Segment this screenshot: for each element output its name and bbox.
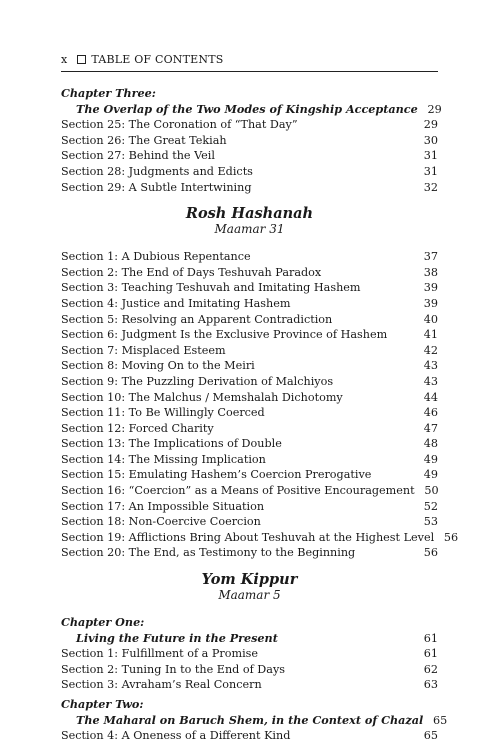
toc-entry[interactable] <box>61 390 438 406</box>
page-ref: 39 <box>423 296 438 310</box>
entry-label: Section 11: To Be Willingly Coerced <box>61 406 265 420</box>
toc-entry[interactable] <box>61 514 438 530</box>
toc-entry[interactable] <box>61 280 438 296</box>
page-ref: 31 <box>423 149 438 163</box>
entry-label: Section 1: A Dubious Repentance <box>61 250 251 264</box>
chapter-heading: Chapter One: <box>61 615 145 630</box>
entry-label: Section 3: Avraham’s Real Concern <box>61 678 262 692</box>
entry-label: Section 15: Emulating Hashem’s Coercion Prerogative <box>61 468 372 482</box>
page-ref: 30 <box>423 133 438 147</box>
toc-list <box>61 728 438 744</box>
entry-label: Section 2: The End of Days Teshuvah Paradox <box>61 265 322 279</box>
toc-entry[interactable] <box>61 483 438 499</box>
page-ref: 39 <box>423 281 438 295</box>
page-ref: 29 <box>427 102 442 116</box>
page-ref: 61 <box>423 647 438 661</box>
chapter-title: Living the Future in the Present <box>76 630 278 645</box>
toc-entry[interactable] <box>61 358 438 374</box>
toc-entry[interactable] <box>61 662 438 678</box>
section-title: Rosh Hashanah <box>185 205 314 223</box>
page-ref: 61 <box>423 631 438 645</box>
page-ref: 62 <box>423 662 438 676</box>
toc-entry[interactable] <box>61 467 438 483</box>
entry-label: Section 4: A Oneness of a Different Kind <box>61 729 291 743</box>
page-ref: 47 <box>423 421 438 435</box>
toc-entry[interactable] <box>61 133 438 149</box>
entry-label: Section 12: Forced Charity <box>61 421 214 435</box>
entry-label: Section 9: The Puzzling Derivation of Malchiyos <box>61 374 334 388</box>
entry-label: Section 17: An Impossible Situation <box>61 499 265 513</box>
toc-list <box>61 646 438 693</box>
page-ref: 43 <box>423 359 438 373</box>
toc-entry[interactable] <box>61 117 438 133</box>
page-ref: 37 <box>423 250 438 264</box>
header-title: TABLE OF CONTENTS <box>91 53 224 66</box>
page-ref: 56 <box>443 530 459 544</box>
toc-page <box>61 52 459 744</box>
toc-chapter-title-row[interactable] <box>61 631 438 647</box>
toc-entry[interactable] <box>61 545 438 561</box>
toc-chapter-title-row[interactable] <box>61 712 448 729</box>
toc-entry[interactable] <box>61 499 438 515</box>
section-subtitle: Maamar 5 <box>218 588 281 603</box>
page-ref: 32 <box>423 180 438 194</box>
entry-label: Section 16: “Coercion” as a Means of Positive Encouragement <box>61 484 415 498</box>
entry-label: Section 8: Moving On to the Meiri <box>61 359 255 373</box>
entry-label: Section 14: The Missing Implication <box>61 452 266 466</box>
entry-label: Section 4: Justice and Imitating Hashem <box>61 296 291 310</box>
toc-entry[interactable] <box>61 312 438 328</box>
entry-label: Section 1: Fulfillment of a Promise <box>61 647 259 661</box>
entry-label: Section 29: A Subtle Intertwining <box>61 180 252 194</box>
entry-label: Section 28: Judgments and Edicts <box>61 164 253 178</box>
page-ref: 46 <box>423 406 438 420</box>
page-ref: 52 <box>423 499 438 513</box>
toc-entry[interactable] <box>61 677 438 693</box>
page-ref: 49 <box>423 452 438 466</box>
toc-entry[interactable] <box>61 728 438 744</box>
page-ref: 53 <box>423 515 438 529</box>
page-ref: 31 <box>423 164 438 178</box>
entry-label: Section 19: Afflictions Bring About Teshuvah at the Highest Level <box>61 530 435 544</box>
page-ref: 50 <box>424 484 439 498</box>
page-number: x <box>61 53 68 66</box>
page-ref: 38 <box>423 265 438 279</box>
toc-entry[interactable] <box>61 374 438 390</box>
toc-list <box>61 249 459 561</box>
page-ref: 40 <box>423 312 438 326</box>
entry-label: Section 3: Teaching Teshuvah and Imitating Hashem <box>61 281 361 295</box>
toc-entry[interactable] <box>61 343 438 359</box>
toc-list <box>61 117 438 195</box>
entry-label: Section 20: The End, as Testimony to the Beginning <box>61 546 356 560</box>
page-ref: 43 <box>423 374 438 388</box>
toc-entry[interactable] <box>61 530 459 546</box>
toc-entry[interactable] <box>61 265 438 281</box>
page-ref: 56 <box>423 546 438 560</box>
toc-entry[interactable] <box>61 452 438 468</box>
section-title: Yom Kippur <box>201 571 298 589</box>
entry-label: Section 5: Resolving an Apparent Contradiction <box>61 312 333 326</box>
page-ref: 48 <box>423 437 438 451</box>
toc-entry[interactable] <box>61 148 438 164</box>
toc-entry[interactable] <box>61 327 438 343</box>
entry-label: Section 26: The Great Tekiah <box>61 133 227 147</box>
toc-entry[interactable] <box>61 164 438 180</box>
page-ref: 49 <box>423 468 438 482</box>
page-ref: 29 <box>423 118 438 132</box>
running-header <box>61 52 438 72</box>
page-ref: 42 <box>423 343 438 357</box>
toc-entry[interactable] <box>61 180 438 196</box>
toc-chapter-title-row[interactable] <box>61 101 442 118</box>
entry-label: Section 2: Tuning In to the End of Days <box>61 662 286 676</box>
chapter-heading: Chapter Two: <box>61 697 144 711</box>
toc-entry[interactable] <box>61 296 438 312</box>
entry-label: Section 7: Misplaced Esteem <box>61 343 226 357</box>
toc-entry[interactable] <box>61 249 438 265</box>
chapter-title: The Overlap of the Two Modes of Kingship Acceptance <box>76 101 418 116</box>
toc-entry[interactable] <box>61 436 438 452</box>
page-ref: 65 <box>432 713 448 727</box>
entry-label: Section 10: The Malchus / Memshalah Dichotomy <box>61 390 343 404</box>
section-subtitle: Maamar 31 <box>214 222 285 237</box>
toc-entry[interactable] <box>61 646 438 662</box>
page-ref: 65 <box>423 729 438 743</box>
page-ref: 63 <box>423 678 438 692</box>
page-ref: 44 <box>423 390 438 404</box>
entry-label: Section 25: The Coronation of “That Day” <box>61 118 298 132</box>
box-icon <box>77 55 86 64</box>
toc-entry[interactable] <box>61 421 438 437</box>
chapter-heading: Chapter Three: <box>61 86 156 100</box>
entry-label: Section 18: Non-Coercive Coercion <box>61 515 261 529</box>
page-ref: 41 <box>423 328 438 342</box>
chapter-title: The Maharal on Baruch Shem, in the Context of Chazal <box>76 712 424 727</box>
entry-label: Section 13: The Implications of Double <box>61 437 282 451</box>
entry-label: Section 6: Judgment Is the Exclusive Province of Hashem <box>61 328 388 342</box>
toc-entry[interactable] <box>61 405 438 421</box>
entry-label: Section 27: Behind the Veil <box>61 149 215 163</box>
